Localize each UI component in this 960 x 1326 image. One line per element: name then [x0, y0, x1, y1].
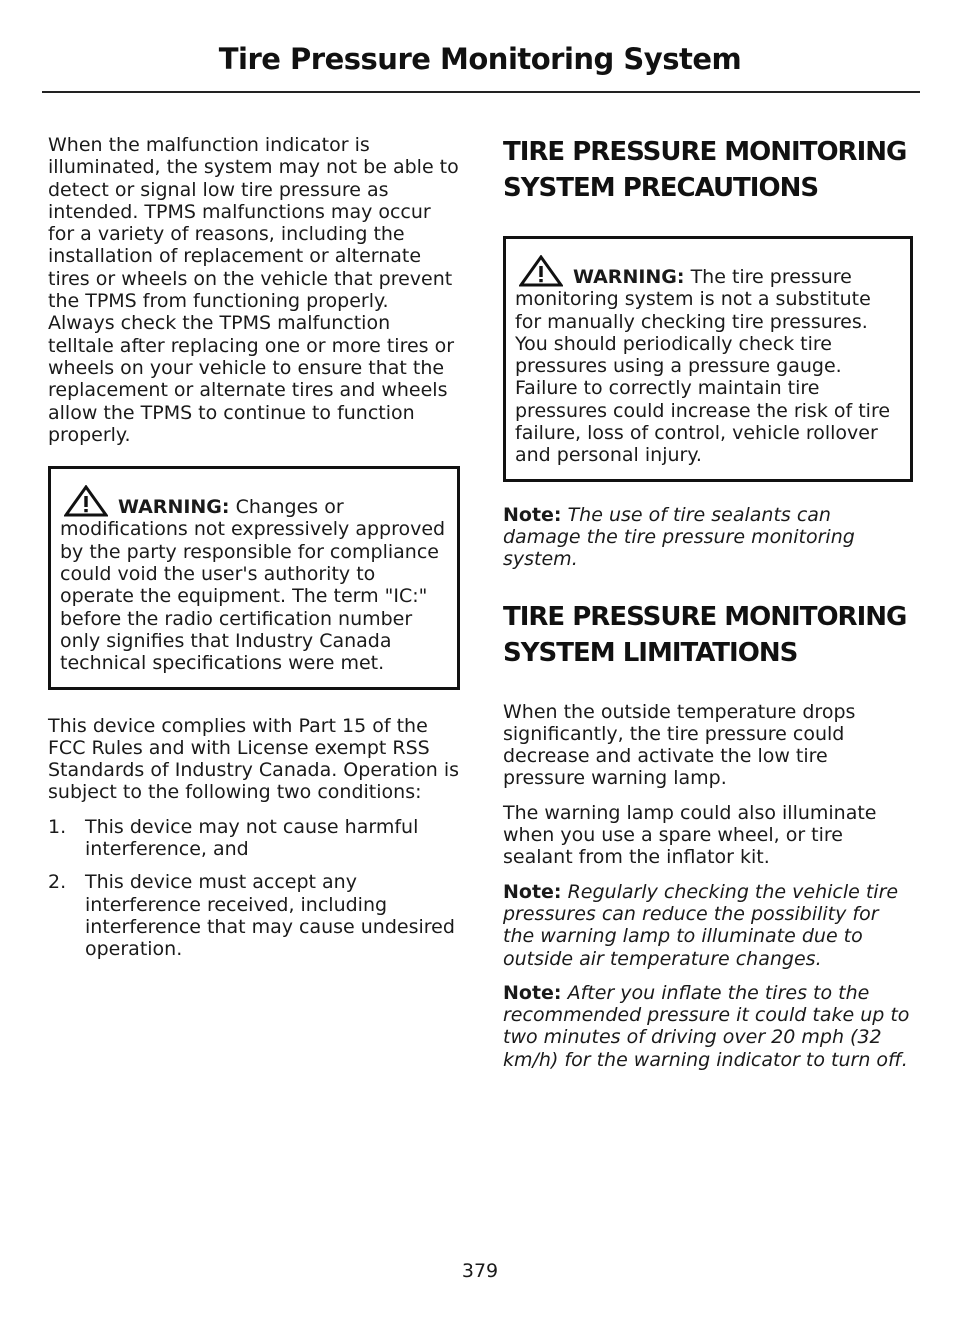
fcc-compliance-paragraph: This device complies with Part 15 of the FCC Rules and with License exempt RSS Standards of Industry Canada. Operation is subject to the following two conditions: [48, 714, 460, 804]
warning-box-modifications [48, 466, 460, 689]
note-text: The use of tire sealants can damage the tire pressure monitoring system. [503, 503, 855, 571]
page-title: Tire Pressure Monitoring System [218, 42, 742, 76]
spare-wheel-paragraph: The warning lamp could also illuminate when you use a spare wheel, or tire sealant from the inflator kit. [503, 801, 877, 869]
note-inflate [503, 982, 913, 1071]
warning-label: WARNING: [573, 266, 685, 288]
list-item-text: This device must accept any interference received, including interference that may cause undesired operation. [85, 871, 455, 961]
note-sealants [503, 504, 913, 571]
tpms-malfunction-paragraph: When the malfunction indicator is illuminated, the system may not be able to detect or signal low tire pressure as intended. TPMS malfunctions may occur for a variety of reasons, including the installation of replacement or alternate tires or wheels on the vehicle that prevent the TPMS from functioning properly. Always check the TPMS malfunction telltale after replacing one or more tires or wheels on your vehicle to ensure that the replacement or alternate tires and wheels allow the TPMS to continue to function properly. [48, 134, 459, 446]
left-column [48, 134, 460, 972]
warning-text [60, 485, 449, 674]
note-label: Note: [503, 981, 562, 1004]
note-label: Note: [503, 880, 562, 903]
list-item [48, 816, 460, 861]
list-item [48, 871, 460, 960]
page-number: 379 [461, 1260, 499, 1282]
warning-text [515, 255, 902, 467]
conditions-list [48, 816, 460, 961]
note-label: Note: [503, 503, 562, 526]
note-text: Regularly checking the vehicle tire pressures can reduce the possibility for the warning lamp to illuminate due to outside air temperature changes. [503, 880, 899, 970]
list-item-number: 2. [48, 871, 67, 894]
warning-body: Changes or modifications not expressively approved by the party responsible for compliance could void the user's authority to operate the equipment. The term "IC:" before the radio certification number only signifies that Industry Canada technical specifications were met. [60, 496, 446, 675]
warning-triangle-icon [64, 485, 108, 517]
list-item-text: This device may not cause harmful interference, and [85, 815, 419, 861]
list-item-number: 1. [48, 815, 67, 838]
limitations-heading: TIRE PRESSURE MONITORING SYSTEM LIMITATIONS [503, 601, 907, 668]
note-regular-checking [503, 881, 913, 970]
precautions-heading: TIRE PRESSURE MONITORING SYSTEM PRECAUTIONS [503, 137, 907, 203]
warning-box-precautions [503, 236, 913, 482]
title-divider [42, 91, 920, 93]
right-column [503, 134, 913, 1083]
temperature-paragraph: When the outside temperature drops significantly, the tire pressure could decrease and activate the low tire pressure warning lamp. [503, 700, 856, 790]
note-text: After you inflate the tires to the recommended pressure it could take up to two minutes of driving over 20 mph (32 km/h) for the warning indicator to turn off. [503, 981, 910, 1071]
warning-body: The tire pressure monitoring system is not a substitute for manually checking tire pressures. You should periodically check tire pressures using a pressure gauge. Failure to correctly maintain tire pressures could increase the risk of tire failure, loss of control, vehicle rollover and personal injury. [515, 266, 891, 467]
warning-triangle-icon [519, 255, 563, 287]
warning-label: WARNING: [118, 496, 230, 519]
